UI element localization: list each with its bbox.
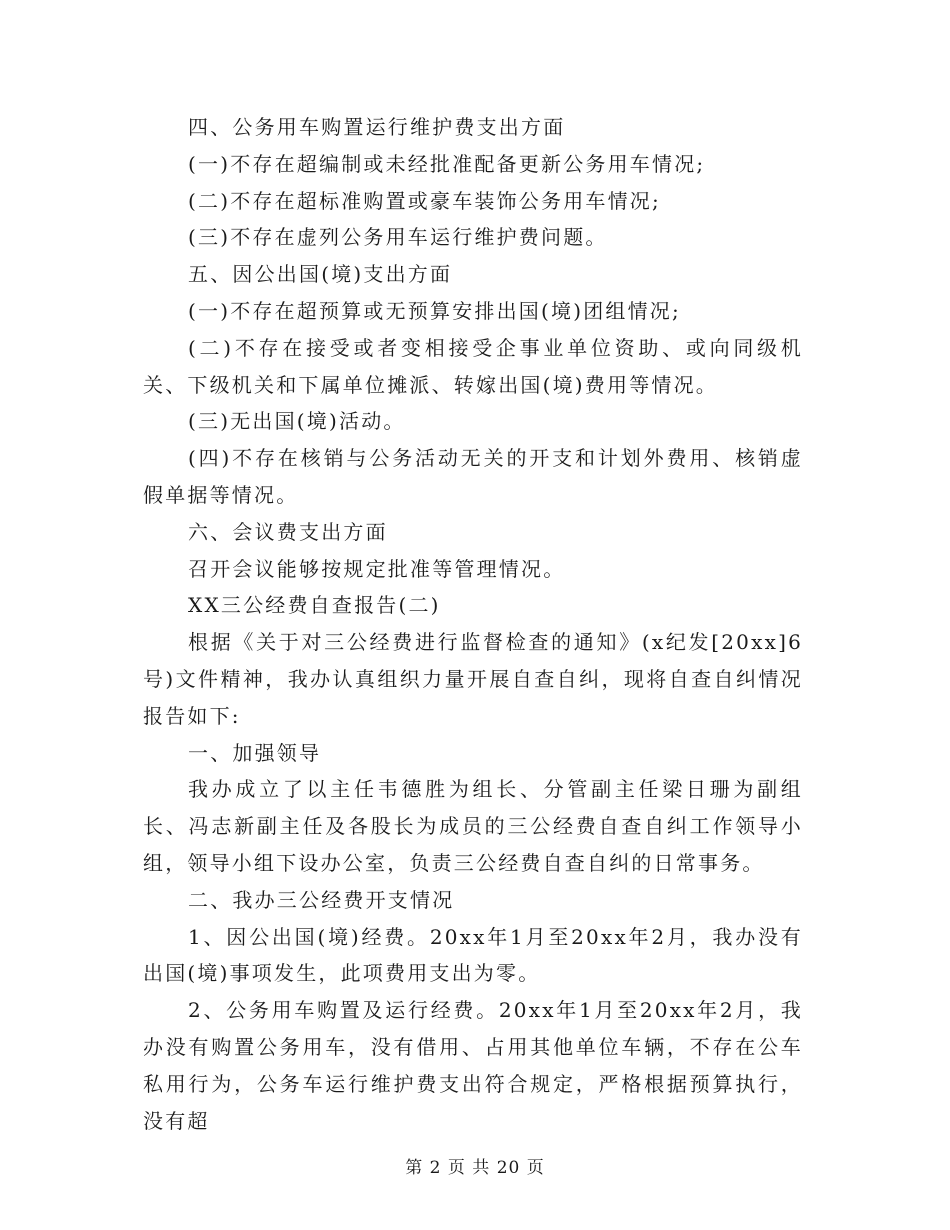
paragraph: 四、公务用车购置运行维护费支出方面 — [188, 115, 566, 139]
paragraph: 一、加强领导 — [188, 740, 322, 765]
paragraph: (四)不存在核销与公务活动无关的开支和计划外费用、核销虚假单据等情况。 — [143, 446, 803, 507]
paragraph: (一)不存在超预算或无预算安排出国(境)团组情况; — [188, 298, 681, 323]
paragraph: (三)无出国(境)活动。 — [188, 409, 406, 434]
paragraph: 二、我办三公经费开支情况 — [188, 887, 455, 912]
paragraph: XX三公经费自查报告(二) — [188, 593, 441, 618]
paragraph: (二)不存在接受或者变相接受企事业单位资助、或向同级机关、下级机关和下属单位摊派、转嫁出国(境)费用等情况。 — [143, 335, 803, 397]
paragraph: (三)不存在虚列公务用车运行维护费问题。 — [188, 225, 608, 250]
paragraph: (一)不存在超编制或未经批准配备更新公务用车情况; — [188, 151, 706, 176]
paragraph: 2、公务用车购置及运行经费。20xx年1月至20xx年2月，我办没有购置公务用车，没有借用、占用其他单位车辆，不存在公车私用行为，公务车运行维护费支出符合规定，严格根据预算执行，没有超 — [143, 998, 803, 1133]
document-body — [143, 109, 803, 1139]
paragraph: (二)不存在超标准购置或豪车装饰公务用车情况; — [188, 188, 661, 213]
paragraph: 根据《关于对三公经费进行监督检查的通知》(x纪发[20xx]6号)文件精神，我办认真组织力量开展自查自纠，现将自查自纠情况报告如下: — [143, 630, 803, 728]
paragraph: 我办成立了以主任韦德胜为组长、分管副主任梁日珊为副组长、冯志新副主任及各股长为成员的三公经费自查自纠工作领导小组，领导小组下设办公室，负责三公经费自查自纠的日常事务。 — [143, 777, 803, 875]
paragraph: 六、会议费支出方面 — [188, 519, 388, 544]
paragraph: 召开会议能够按规定批准等管理情况。 — [188, 556, 566, 581]
page-number-footer: 第 2 页 共 20 页 — [405, 1158, 545, 1178]
paragraph: 1、因公出国(境)经费。20xx年1月至20xx年2月，我办没有出国(境)事项发生，此项费用支出为零。 — [143, 924, 803, 986]
paragraph: 五、因公出国(境)支出方面 — [188, 262, 453, 287]
